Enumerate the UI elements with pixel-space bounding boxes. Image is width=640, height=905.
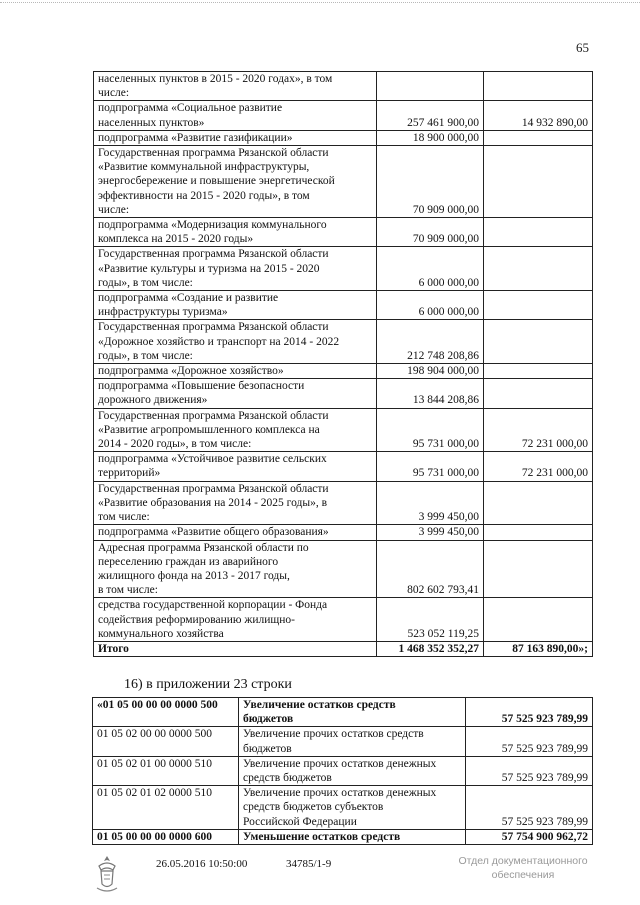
- amount-cell: 3 999 450,00: [377, 481, 484, 525]
- program-name: средства государственной корпорации - Фонда содействия реформированию жилищно- коммунального хозяйства: [94, 598, 377, 642]
- table-row: [94, 452, 593, 481]
- program-name: Адресная программа Рязанской области по переселению граждан из аварийного жилищного фонда на 2013 - 2017 годы, в том числе:: [94, 540, 377, 598]
- table-row: [94, 379, 593, 408]
- stamp-line: Отдел документационного: [458, 855, 588, 867]
- amount-cell: 18 900 000,00: [377, 130, 484, 145]
- table-row: [94, 525, 593, 540]
- amount-cell: [484, 291, 593, 320]
- table-row: [94, 101, 593, 130]
- table-row: [93, 698, 593, 727]
- amount-cell: 523 052 119,25: [377, 598, 484, 642]
- budget-code: 01 05 00 00 00 0000 600: [93, 829, 239, 844]
- amount-cell: 6 000 000,00: [377, 247, 484, 291]
- amount-cell: 13 844 208,86: [377, 379, 484, 408]
- program-name: подпрограмма «Развитие газификации»: [94, 130, 377, 145]
- budget-code: 01 05 02 01 02 0000 510: [93, 786, 239, 830]
- total-amount: 87 163 890,00»;: [484, 641, 593, 656]
- total-label: Итого: [94, 641, 377, 656]
- amount-cell: 72 231 000,00: [484, 452, 593, 481]
- code-description: Увеличение остатков средств бюджетов: [239, 698, 466, 727]
- table-row: [93, 756, 593, 785]
- amount-cell: 6 000 000,00: [377, 291, 484, 320]
- amount-cell: [484, 481, 593, 525]
- table-row: [93, 829, 593, 844]
- amount-cell: [484, 379, 593, 408]
- code-description: Увеличение прочих остатков средств бюджетов: [239, 727, 466, 756]
- table-row: [94, 598, 593, 642]
- department-stamp: [448, 854, 598, 882]
- amount-cell: 3 999 450,00: [377, 525, 484, 540]
- program-name: Государственная программа Рязанской области «Развитие образования на 2014 - 2025 годы», в том числе:: [94, 481, 377, 525]
- program-name: подпрограмма «Создание и развитие инфраструктуры туризма»: [94, 291, 377, 320]
- amount-cell: 14 932 890,00: [484, 101, 593, 130]
- total-amount: 1 468 352 352,27: [377, 641, 484, 656]
- amount-cell: [484, 540, 593, 598]
- amount-cell: [484, 72, 593, 101]
- budget-code: «01 05 00 00 00 0000 500: [93, 698, 239, 727]
- table-row: [93, 786, 593, 830]
- budget-code: 01 05 02 01 00 0000 510: [93, 756, 239, 785]
- amount-cell: [484, 598, 593, 642]
- amount-cell: 72 231 000,00: [484, 408, 593, 452]
- table-row: [94, 72, 593, 101]
- table-row: [94, 481, 593, 525]
- appendix-caption: 16) в приложении 23 строки: [124, 677, 292, 692]
- amount-cell: 57 525 923 789,99: [466, 727, 593, 756]
- amount-cell: 70 909 000,00: [377, 146, 484, 218]
- program-name: подпрограмма «Дорожное хозяйство»: [94, 364, 377, 379]
- amount-cell: 57 525 923 789,99: [466, 698, 593, 727]
- program-name: подпрограмма «Социальное развитие населенных пунктов»: [94, 101, 377, 130]
- amount-cell: 57 754 900 962,72: [466, 829, 593, 844]
- amount-cell: [484, 364, 593, 379]
- amount-cell: 95 731 000,00: [377, 452, 484, 481]
- amount-cell: 198 904 000,00: [377, 364, 484, 379]
- table-row: [94, 540, 593, 598]
- footer-date: 26.05.2016 10:50:00: [156, 858, 248, 870]
- scan-top-edge: [0, 2, 640, 3]
- table-row: [93, 727, 593, 756]
- table-row: [94, 291, 593, 320]
- amount-cell: [484, 247, 593, 291]
- table-row: [94, 218, 593, 247]
- code-description: Увеличение прочих остатков денежных средств бюджетов субъектов Российской Федерации: [239, 786, 466, 830]
- page-footer: [0, 848, 640, 905]
- code-description: Увеличение прочих остатков денежных средств бюджетов: [239, 756, 466, 785]
- coat-of-arms-icon: [93, 854, 121, 894]
- codes-table: [92, 697, 593, 845]
- amount-cell: 802 602 793,41: [377, 540, 484, 598]
- program-name: Государственная программа Рязанской области «Дорожное хозяйство и транспорт на 2014 - 2022 годы», в том числе:: [94, 320, 377, 364]
- program-name: Государственная программа Рязанской области «Развитие коммунальной инфраструктуры, энергосбережение и повышение энергетической эффективности на 2015 - 2020 годы», в том числе:: [94, 146, 377, 218]
- table-row: [94, 146, 593, 218]
- program-name: подпрограмма «Модернизация коммунального комплекса на 2015 - 2020 годы»: [94, 218, 377, 247]
- footer-doc-number: 34785/1-9: [286, 858, 332, 870]
- program-table: [93, 71, 593, 657]
- table-row: [94, 320, 593, 364]
- page-number: 65: [576, 40, 589, 55]
- amount-cell: [484, 320, 593, 364]
- amount-cell: 70 909 000,00: [377, 218, 484, 247]
- table-row: [94, 130, 593, 145]
- program-name: Государственная программа Рязанской области «Развитие агропромышленного комплекса на 2014 - 2020 годы», в том числе:: [94, 408, 377, 452]
- amount-cell: 257 461 900,00: [377, 101, 484, 130]
- amount-cell: 57 525 923 789,99: [466, 756, 593, 785]
- program-name: Государственная программа Рязанской области «Развитие культуры и туризма на 2015 - 2020 годы», в том числе:: [94, 247, 377, 291]
- amount-cell: [484, 218, 593, 247]
- table-row: [94, 364, 593, 379]
- amount-cell: [377, 72, 484, 101]
- amount-cell: [484, 146, 593, 218]
- amount-cell: 212 748 208,86: [377, 320, 484, 364]
- table-row: [94, 408, 593, 452]
- code-description: Уменьшение остатков средств: [239, 829, 466, 844]
- amount-cell: [484, 130, 593, 145]
- table-row: [94, 247, 593, 291]
- program-name: подпрограмма «Развитие общего образования»: [94, 525, 377, 540]
- program-name: подпрограмма «Повышение безопасности дорожного движения»: [94, 379, 377, 408]
- amount-cell: 57 525 923 789,99: [466, 786, 593, 830]
- stamp-line: обеспечения: [491, 869, 555, 881]
- budget-code: 01 05 02 00 00 0000 500: [93, 727, 239, 756]
- amount-cell: [484, 525, 593, 540]
- amount-cell: 95 731 000,00: [377, 408, 484, 452]
- program-name: подпрограмма «Устойчивое развитие сельских территорий»: [94, 452, 377, 481]
- total-row: [94, 641, 593, 656]
- program-name: населенных пунктов в 2015 - 2020 годах», в том числе:: [94, 72, 377, 101]
